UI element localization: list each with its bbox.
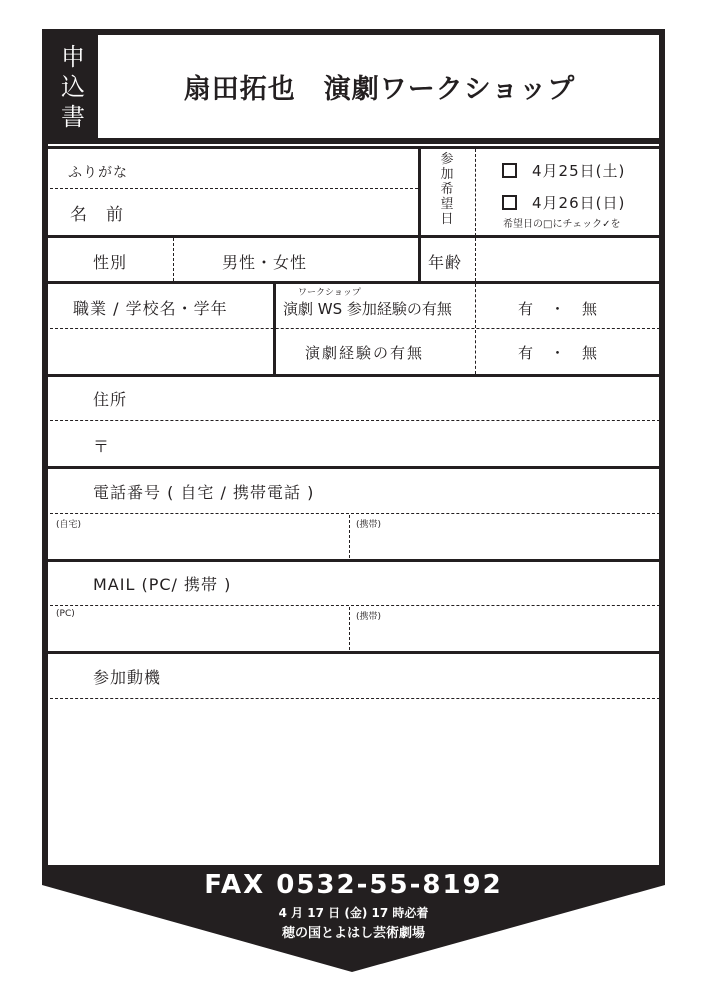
- participation-char: 日: [440, 212, 454, 227]
- gender-options[interactable]: 男性・女性: [222, 253, 308, 272]
- participation-label: [437, 152, 457, 227]
- ws-ruby: ワークショップ: [298, 288, 361, 298]
- postal-mark: 〒: [93, 437, 111, 456]
- age-label: 年齢: [428, 253, 463, 272]
- date-checkbox-apr26[interactable]: [502, 195, 517, 210]
- mail-label: MAIL (PC/ 携帯 ): [93, 575, 232, 594]
- participation-char: 参: [440, 152, 454, 167]
- divider: [45, 146, 662, 149]
- divider: [50, 188, 418, 189]
- divider: [475, 284, 476, 374]
- badge-char: 書: [61, 102, 85, 131]
- divider: [173, 238, 174, 281]
- divider: [475, 149, 476, 236]
- divider: [45, 281, 662, 284]
- divider: [418, 238, 421, 281]
- divider: [418, 146, 421, 236]
- divider: [45, 374, 662, 377]
- page-title: 扇田拓也 演劇ワークショップ: [183, 74, 576, 105]
- participation-char: 望: [440, 197, 454, 212]
- address-label: 住所: [93, 390, 128, 409]
- venue: 穂の国とよはし芸術劇場: [281, 926, 425, 941]
- divider: [45, 235, 662, 238]
- date-note: 希望日の□にチェック✓を: [503, 219, 621, 230]
- drama-experience-label: 演劇経験の有無: [305, 344, 425, 362]
- divider: [349, 607, 350, 650]
- participation-char: 加: [440, 167, 454, 182]
- furigana-label: ふりがな: [68, 165, 128, 181]
- phone-home-sub: (自宅): [56, 520, 82, 530]
- gender-label: 性別: [93, 253, 128, 272]
- mail-pc-sub: (PC): [56, 609, 75, 619]
- divider: [45, 651, 662, 654]
- badge: [48, 35, 98, 138]
- mail-mobile-sub: (携帯): [356, 612, 382, 622]
- divider: [475, 238, 476, 281]
- divider: [50, 513, 660, 514]
- divider: [50, 328, 660, 329]
- divider: [50, 698, 660, 699]
- fax-number: FAX 0532-55-8192: [204, 870, 503, 900]
- phone-mobile-sub: (携帯): [356, 520, 382, 530]
- badge-char: 込: [61, 72, 85, 101]
- divider: [50, 605, 660, 606]
- divider: [45, 559, 662, 562]
- divider: [45, 138, 662, 144]
- badge-char: 申: [61, 42, 85, 71]
- date-apr25-label: 4月25日(土): [532, 162, 626, 180]
- divider: [50, 420, 660, 421]
- divider: [349, 515, 350, 558]
- deadline: 4 月 17 日 (金) 17 時必着: [278, 906, 429, 920]
- ws-experience-options[interactable]: 有 ・ 無: [518, 300, 599, 318]
- name-label: 名 前: [70, 205, 124, 225]
- phone-label: 電話番号 ( 自宅 / 携帯電話 ): [93, 483, 315, 502]
- frame-border: [45, 32, 662, 870]
- ws-experience-label: 演劇 WS 参加経験の有無: [283, 300, 452, 318]
- divider: [45, 466, 662, 469]
- date-apr26-label: 4月26日(日): [532, 194, 626, 212]
- occupation-label: 職業 / 学校名・学年: [73, 299, 228, 318]
- motivation-label: 参加動機: [93, 668, 162, 687]
- drama-experience-options[interactable]: 有 ・ 無: [518, 344, 599, 362]
- participation-char: 希: [440, 182, 454, 197]
- date-checkbox-apr25[interactable]: [502, 163, 517, 178]
